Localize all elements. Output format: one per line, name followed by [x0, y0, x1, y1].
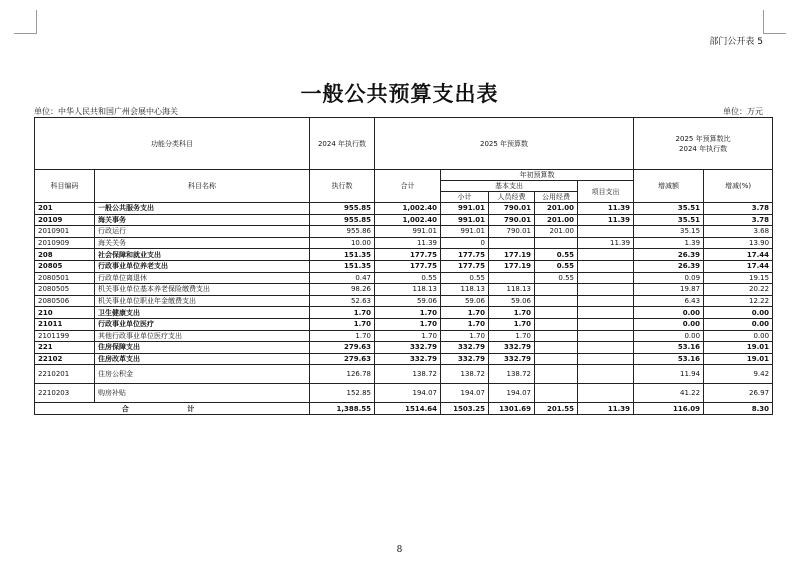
cell-public: 0.55 [535, 260, 578, 272]
cell-project [578, 260, 634, 272]
cell-subtotal: 1.70 [441, 330, 489, 342]
cell-personnel: 118.13 [489, 284, 535, 296]
cell-public [535, 353, 578, 365]
cell-code: 210 [35, 307, 95, 319]
cell-increase: 6.43 [634, 295, 704, 307]
cell-total: 138.72 [375, 365, 441, 384]
table-row [35, 226, 773, 238]
table-row [35, 365, 773, 384]
header-increase-amount: 增减额 [634, 170, 704, 203]
cell-pct: 19.01 [704, 353, 773, 365]
header-budget-2025: 2025 年预算数 [375, 118, 634, 170]
cell-exec: 955.85 [310, 203, 375, 215]
header-annual-initial-budget: 年初预算数 [441, 170, 634, 181]
total-public: 201.55 [535, 403, 578, 415]
cell-increase: 0.09 [634, 272, 704, 284]
cell-code: 2210201 [35, 365, 95, 384]
cell-pct: 17.44 [704, 260, 773, 272]
cell-name: 住房保障支出 [95, 342, 310, 354]
cell-subtotal: 59.06 [441, 295, 489, 307]
header-increase-pct: 增减(%) [704, 170, 773, 203]
table-row [35, 214, 773, 226]
cell-exec: 279.63 [310, 353, 375, 365]
cell-project [578, 226, 634, 238]
cell-increase: 53.16 [634, 353, 704, 365]
cell-public [535, 284, 578, 296]
header-compare-line2: 2024 年执行数 [679, 144, 728, 153]
cell-subtotal: 138.72 [441, 365, 489, 384]
cell-total: 1,002.40 [375, 203, 441, 215]
cell-project [578, 295, 634, 307]
cell-increase: 0.00 [634, 318, 704, 330]
cell-name: 机关事业单位职业年金缴费支出 [95, 295, 310, 307]
cell-project: 11.39 [578, 203, 634, 215]
cell-subtotal: 194.07 [441, 384, 489, 403]
cell-name: 住房公积金 [95, 365, 310, 384]
cell-exec: 279.63 [310, 342, 375, 354]
cell-pct: 12.22 [704, 295, 773, 307]
cell-name: 行政运行 [95, 226, 310, 238]
cell-code: 2101199 [35, 330, 95, 342]
cell-name: 海关关务 [95, 237, 310, 249]
cell-pct: 3.78 [704, 214, 773, 226]
cell-exec: 0.47 [310, 272, 375, 284]
table-row [35, 295, 773, 307]
cell-project [578, 330, 634, 342]
cell-pct: 20.22 [704, 284, 773, 296]
cell-personnel [489, 237, 535, 249]
cell-subtotal: 991.01 [441, 214, 489, 226]
cell-public [535, 318, 578, 330]
cell-name: 机关事业单位基本养老保险缴费支出 [95, 284, 310, 296]
crop-mark [14, 33, 36, 34]
cell-project [578, 249, 634, 261]
header-subtotal: 小计 [441, 192, 489, 203]
cell-personnel: 177.19 [489, 249, 535, 261]
cell-project [578, 307, 634, 319]
header-subject-code: 科目编码 [35, 170, 95, 203]
cell-increase: 53.16 [634, 342, 704, 354]
total-pct: 8.30 [704, 403, 773, 415]
cell-increase: 0.00 [634, 330, 704, 342]
cell-increase: 0.00 [634, 307, 704, 319]
total-personnel: 1301.69 [489, 403, 535, 415]
table-row [35, 272, 773, 284]
total-subtotal: 1503.25 [441, 403, 489, 415]
cell-pct: 0.00 [704, 318, 773, 330]
cell-personnel: 177.19 [489, 260, 535, 272]
header-total: 合计 [375, 170, 441, 203]
cell-code: 2010909 [35, 237, 95, 249]
cell-increase: 41.22 [634, 384, 704, 403]
cell-personnel [489, 272, 535, 284]
cell-total: 1.70 [375, 330, 441, 342]
cell-subtotal: 1.70 [441, 318, 489, 330]
cell-increase: 11.94 [634, 365, 704, 384]
cell-public: 201.00 [535, 226, 578, 238]
cell-exec: 52.63 [310, 295, 375, 307]
cell-name: 其他行政事业单位医疗支出 [95, 330, 310, 342]
crop-mark [764, 33, 786, 34]
cell-subtotal: 177.75 [441, 260, 489, 272]
cell-personnel: 59.06 [489, 295, 535, 307]
cell-personnel: 1.70 [489, 318, 535, 330]
cell-exec: 151.35 [310, 260, 375, 272]
cell-total: 1.70 [375, 318, 441, 330]
cell-public [535, 365, 578, 384]
cell-increase: 35.51 [634, 214, 704, 226]
table-row [35, 249, 773, 261]
table-row [35, 384, 773, 403]
cell-total: 1.70 [375, 307, 441, 319]
cell-total: 1,002.40 [375, 214, 441, 226]
cell-public: 0.55 [535, 272, 578, 284]
cell-public [535, 295, 578, 307]
cell-personnel: 332.79 [489, 353, 535, 365]
cell-exec: 955.86 [310, 226, 375, 238]
cell-project [578, 318, 634, 330]
cell-pct: 26.97 [704, 384, 773, 403]
cell-code: 20805 [35, 260, 95, 272]
cell-public: 0.55 [535, 249, 578, 261]
cell-code: 20109 [35, 214, 95, 226]
cell-subtotal: 177.75 [441, 249, 489, 261]
total-row [35, 403, 773, 415]
cell-personnel: 790.01 [489, 226, 535, 238]
table-body [35, 203, 773, 403]
cell-exec: 1.70 [310, 318, 375, 330]
cell-project [578, 284, 634, 296]
table-row [35, 203, 773, 215]
cell-project [578, 384, 634, 403]
cell-public [535, 330, 578, 342]
cell-pct: 9.42 [704, 365, 773, 384]
cell-total: 332.79 [375, 353, 441, 365]
cell-subtotal: 0.55 [441, 272, 489, 284]
cell-total: 177.75 [375, 249, 441, 261]
cell-subtotal: 991.01 [441, 226, 489, 238]
table-row [35, 342, 773, 354]
unit-currency: 单位：万元 [723, 107, 763, 116]
cell-pct: 17.44 [704, 249, 773, 261]
header-basic-expense: 基本支出 [441, 181, 578, 192]
cell-code: 2080505 [35, 284, 95, 296]
cell-increase: 26.39 [634, 260, 704, 272]
cell-exec: 151.35 [310, 249, 375, 261]
cell-increase: 35.51 [634, 203, 704, 215]
total-exec: 1,388.55 [310, 403, 375, 415]
cell-pct: 3.78 [704, 203, 773, 215]
unit-organization: 单位：中华人民共和国广州会展中心海关 [34, 107, 178, 116]
cell-personnel: 332.79 [489, 342, 535, 354]
cell-public [535, 342, 578, 354]
cell-code: 2010901 [35, 226, 95, 238]
cell-code: 2210203 [35, 384, 95, 403]
cell-increase: 1.39 [634, 237, 704, 249]
cell-pct: 19.15 [704, 272, 773, 284]
cell-total: 991.01 [375, 226, 441, 238]
cell-total: 194.07 [375, 384, 441, 403]
cell-pct: 19.01 [704, 342, 773, 354]
cell-personnel: 1.70 [489, 330, 535, 342]
cell-increase: 26.39 [634, 249, 704, 261]
cell-subtotal: 332.79 [441, 353, 489, 365]
cell-code: 22102 [35, 353, 95, 365]
cell-name: 行政单位离退休 [95, 272, 310, 284]
cell-personnel: 138.72 [489, 365, 535, 384]
cell-exec: 10.00 [310, 237, 375, 249]
cell-public: 201.00 [535, 203, 578, 215]
cell-pct: 0.00 [704, 330, 773, 342]
budget-table [34, 117, 773, 415]
table-row [35, 260, 773, 272]
total-label: 合 计 [35, 403, 310, 415]
cell-name: 行政事业单位医疗 [95, 318, 310, 330]
header-compare-line1: 2025 年预算数比 [675, 134, 731, 143]
cell-personnel: 1.70 [489, 307, 535, 319]
cell-subtotal: 0 [441, 237, 489, 249]
cell-project [578, 365, 634, 384]
cell-code: 221 [35, 342, 95, 354]
header-subject-name: 科目名称 [95, 170, 310, 203]
cell-total: 59.06 [375, 295, 441, 307]
cell-total: 118.13 [375, 284, 441, 296]
total-total: 1514.64 [375, 403, 441, 415]
header-compare [634, 118, 773, 170]
table-row [35, 330, 773, 342]
crop-mark [763, 10, 764, 34]
cell-code: 201 [35, 203, 95, 215]
total-project: 11.39 [578, 403, 634, 415]
table-row [35, 318, 773, 330]
cell-personnel: 790.01 [489, 214, 535, 226]
cell-project [578, 272, 634, 284]
table-row [35, 237, 773, 249]
cell-total: 0.55 [375, 272, 441, 284]
cell-exec: 126.78 [310, 365, 375, 384]
cell-name: 住房改革支出 [95, 353, 310, 365]
cell-name: 社会保障和就业支出 [95, 249, 310, 261]
table-row [35, 307, 773, 319]
header-public-use: 公用经费 [535, 192, 578, 203]
cell-increase: 19.87 [634, 284, 704, 296]
cell-personnel: 194.07 [489, 384, 535, 403]
cell-subtotal: 332.79 [441, 342, 489, 354]
cell-code: 208 [35, 249, 95, 261]
table-row [35, 284, 773, 296]
total-increase: 116.09 [634, 403, 704, 415]
cell-project: 11.39 [578, 237, 634, 249]
cell-public [535, 384, 578, 403]
cell-total: 177.75 [375, 260, 441, 272]
cell-pct: 3.68 [704, 226, 773, 238]
cell-project [578, 353, 634, 365]
crop-mark [36, 10, 37, 34]
cell-project: 11.39 [578, 214, 634, 226]
header-exec-col: 执行数 [310, 170, 375, 203]
page-number: 8 [396, 545, 403, 555]
cell-public: 201.00 [535, 214, 578, 226]
cell-pct: 0.00 [704, 307, 773, 319]
cell-exec: 1.70 [310, 307, 375, 319]
table-row [35, 353, 773, 365]
cell-name: 一般公共服务支出 [95, 203, 310, 215]
cell-total: 332.79 [375, 342, 441, 354]
cell-code: 2080506 [35, 295, 95, 307]
cell-exec: 152.85 [310, 384, 375, 403]
cell-code: 21011 [35, 318, 95, 330]
cell-personnel: 790.01 [489, 203, 535, 215]
cell-subtotal: 1.70 [441, 307, 489, 319]
page-title: 一般公共预算支出表 [300, 81, 499, 106]
cell-project [578, 342, 634, 354]
cell-exec: 1.70 [310, 330, 375, 342]
header-personnel: 人员经费 [489, 192, 535, 203]
cell-public [535, 237, 578, 249]
cell-pct: 13.90 [704, 237, 773, 249]
cell-exec: 98.26 [310, 284, 375, 296]
cell-code: 2080501 [35, 272, 95, 284]
cell-subtotal: 118.13 [441, 284, 489, 296]
cell-name: 行政事业单位养老支出 [95, 260, 310, 272]
header-function-category: 功能分类科目 [35, 118, 310, 170]
table-number-label: 部门公开表 5 [709, 37, 763, 47]
cell-total: 11.39 [375, 237, 441, 249]
header-exec-2024: 2024 年执行数 [310, 118, 375, 170]
cell-exec: 955.85 [310, 214, 375, 226]
header-project-expense: 项目支出 [578, 181, 634, 203]
cell-increase: 35.15 [634, 226, 704, 238]
cell-name: 卫生健康支出 [95, 307, 310, 319]
cell-name: 海关事务 [95, 214, 310, 226]
cell-name: 购房补贴 [95, 384, 310, 403]
cell-public [535, 307, 578, 319]
cell-subtotal: 991.01 [441, 203, 489, 215]
